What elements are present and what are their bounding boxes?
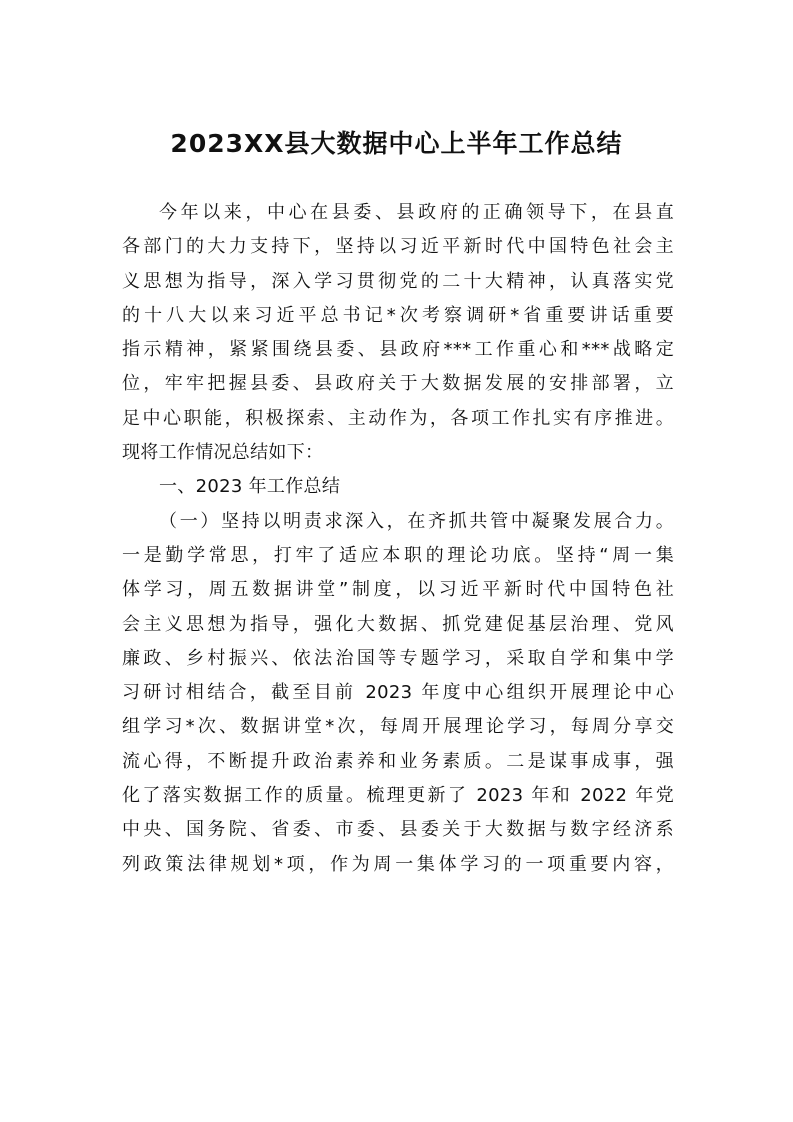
paragraph-line: 义思想为指导，深入学习贯彻党的二十大精神，认真落实党 <box>122 270 674 292</box>
paragraph-line: 现将工作情况总结如下： <box>122 442 324 464</box>
paragraph-line: 各部门的大力支持下，坚持以习近平新时代中国特色社会主 <box>122 236 674 258</box>
document-title: 2023XX县大数据中心上半年工作总结 <box>170 129 623 158</box>
paragraph-line: 一是勤学常思，打牢了适应本职的理论功底。坚持“周一集 <box>122 544 674 566</box>
paragraph-line: 习研讨相结合，截至目前 2023 年度中心组织开展理论中心 <box>122 682 674 704</box>
paragraph-line: 的十八大以来习近平总书记*次考察调研*省重要讲话重要 <box>122 304 674 326</box>
paragraph-line: 会主义思想为指导，强化大数据、抓党建促基层治理、党风 <box>122 613 674 635</box>
paragraph-line: 中央、国务院、省委、市委、县委关于大数据与数字经济系 <box>122 819 674 841</box>
paragraph-line: 组学习*次、数据讲堂*次，每周开展理论学习，每周分享交 <box>122 716 674 738</box>
paragraph-line: 体学习，周五数据讲堂”制度，以习近平新时代中国特色社 <box>122 579 674 601</box>
paragraph-line: 位，牢牢把握县委、县政府关于大数据发展的安排部署，立 <box>122 373 674 395</box>
paragraph-line: 指示精神，紧紧围绕县委、县政府***工作重心和***战略定 <box>122 339 674 361</box>
paragraph-line: 流心得，不断提升政治素养和业务素质。二是谋事成事，强 <box>122 750 674 772</box>
section-heading: 一、2023 年工作总结 <box>159 476 341 498</box>
paragraph-line: 廉政、乡村振兴、依法治国等专题学习，采取自学和集中学 <box>122 647 674 669</box>
document-body <box>122 196 674 882</box>
paragraph-line: 化了落实数据工作的质量。梳理更新了 2023 年和 2022 年党 <box>122 785 674 807</box>
paragraph-line: 今年以来，中心在县委、县政府的正确领导下，在县直 <box>159 202 674 223</box>
paragraph-line: 列政策法律规划*项，作为周一集体学习的一项重要内容， <box>122 853 674 875</box>
subsection-heading: （一）坚持以明责求深入，在齐抓共管中凝聚发展合力。 <box>159 510 674 532</box>
paragraph-line: 足中心职能，积极探索、主动作为，各项工作扎实有序推进。 <box>122 407 674 429</box>
